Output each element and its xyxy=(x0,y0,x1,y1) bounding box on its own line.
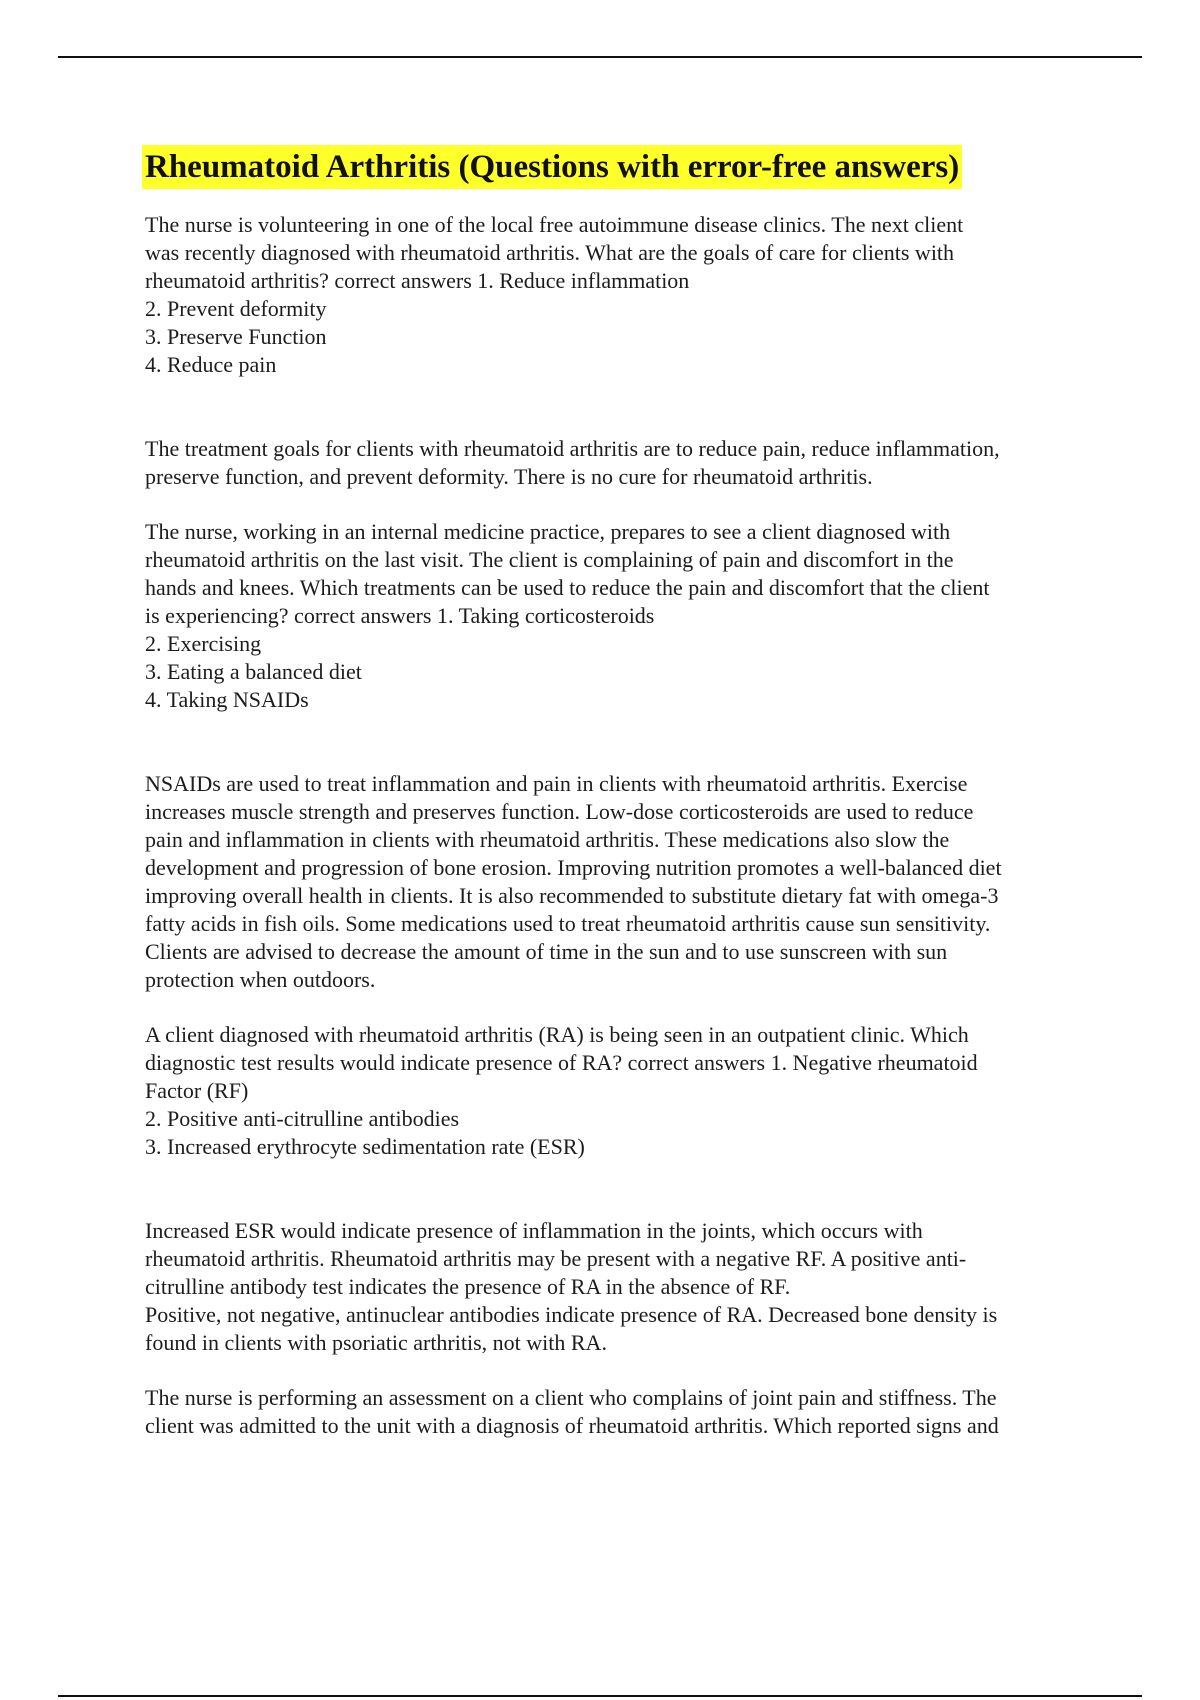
text-line: development and progression of bone erosion. Improving nutrition promotes a well-balanced diet xyxy=(145,855,1002,880)
question-block xyxy=(145,518,1090,714)
text-line: A client diagnosed with rheumatoid arthritis (RA) is being seen in an outpatient clinic. Which xyxy=(145,1022,969,1047)
text-line: pain and inflammation in clients with rheumatoid arthritis. These medications also slow the xyxy=(145,827,950,852)
text-line: The nurse, working in an internal medicine practice, prepares to see a client diagnosed with xyxy=(145,519,951,544)
text-line: client was admitted to the unit with a diagnosis of rheumatoid arthritis. Which reported signs and xyxy=(145,1413,999,1438)
explanation-block xyxy=(145,770,1090,994)
text-line: Increased ESR would indicate presence of inflammation in the joints, which occurs with xyxy=(145,1218,923,1243)
text-line: Positive, not negative, antinuclear antibodies indicate presence of RA. Decreased bone density is xyxy=(145,1302,998,1327)
text-line: protection when outdoors. xyxy=(145,967,376,992)
text-line: rheumatoid arthritis on the last visit. The client is complaining of pain and discomfort in the xyxy=(145,547,954,572)
answer-item: 2. Positive anti-citrulline antibodies xyxy=(145,1106,460,1131)
text-line: rheumatoid arthritis. Rheumatoid arthritis may be present with a negative RF. A positive anti- xyxy=(145,1246,967,1271)
answer-item: 2. Prevent deformity xyxy=(145,296,327,321)
text-line: preserve function, and prevent deformity. There is no cure for rheumatoid arthritis. xyxy=(145,464,873,489)
text-line: rheumatoid arthritis? correct answers 1. Reduce inflammation xyxy=(145,268,690,293)
text-line: found in clients with psoriatic arthritis, not with RA. xyxy=(145,1330,607,1355)
text-line: The treatment goals for clients with rheumatoid arthritis are to reduce pain, reduce inflammation, xyxy=(145,436,1000,461)
text-line: Clients are advised to decrease the amount of time in the sun and to use sunscreen with sun xyxy=(145,939,948,964)
explanation-block xyxy=(145,1217,1090,1357)
header-rule xyxy=(58,56,1142,58)
question-block xyxy=(145,211,1090,379)
text-line: diagnostic test results would indicate presence of RA? correct answers 1. Negative rheumatoid xyxy=(145,1050,978,1075)
answer-item: 3. Preserve Function xyxy=(145,324,327,349)
text-line: citrulline antibody test indicates the presence of RA in the absence of RF. xyxy=(145,1274,791,1299)
text-line: Factor (RF) xyxy=(145,1078,249,1103)
text-line: NSAIDs are used to treat inflammation and pain in clients with rheumatoid arthritis. Exercise xyxy=(145,771,968,796)
footer-rule xyxy=(58,1695,1142,1697)
answer-item: 3. Eating a balanced diet xyxy=(145,659,362,684)
text-line: fatty acids in fish oils. Some medications used to treat rheumatoid arthritis cause sun sensitivity. xyxy=(145,911,991,936)
answer-item: 4. Reduce pain xyxy=(145,352,277,377)
text-line: The nurse is performing an assessment on a client who complains of joint pain and stiffness. The xyxy=(145,1385,997,1410)
text-line: The nurse is volunteering in one of the local free autoimmune disease clinics. The next client xyxy=(145,212,964,237)
text-line: is experiencing? correct answers 1. Taking corticosteroids xyxy=(145,603,655,628)
answer-item: 4. Taking NSAIDs xyxy=(145,687,309,712)
text-line: hands and knees. Which treatments can be used to reduce the pain and discomfort that the client xyxy=(145,575,990,600)
answer-item: 2. Exercising xyxy=(145,631,262,656)
answer-item: 3. Increased erythrocyte sedimentation rate (ESR) xyxy=(145,1134,585,1159)
question-block xyxy=(145,1384,1090,1440)
question-block xyxy=(145,1021,1090,1161)
text-line: increases muscle strength and preserves function. Low-dose corticosteroids are used to reduce xyxy=(145,799,974,824)
text-line: was recently diagnosed with rheumatoid arthritis. What are the goals of care for clients with xyxy=(145,240,955,265)
document-body xyxy=(145,145,1090,1440)
page-title: Rheumatoid Arthritis (Questions with error-free answers) xyxy=(142,145,962,189)
text-line: improving overall health in clients. It is also recommended to substitute dietary fat with omega-3 xyxy=(145,883,999,908)
explanation-block xyxy=(145,435,1090,491)
